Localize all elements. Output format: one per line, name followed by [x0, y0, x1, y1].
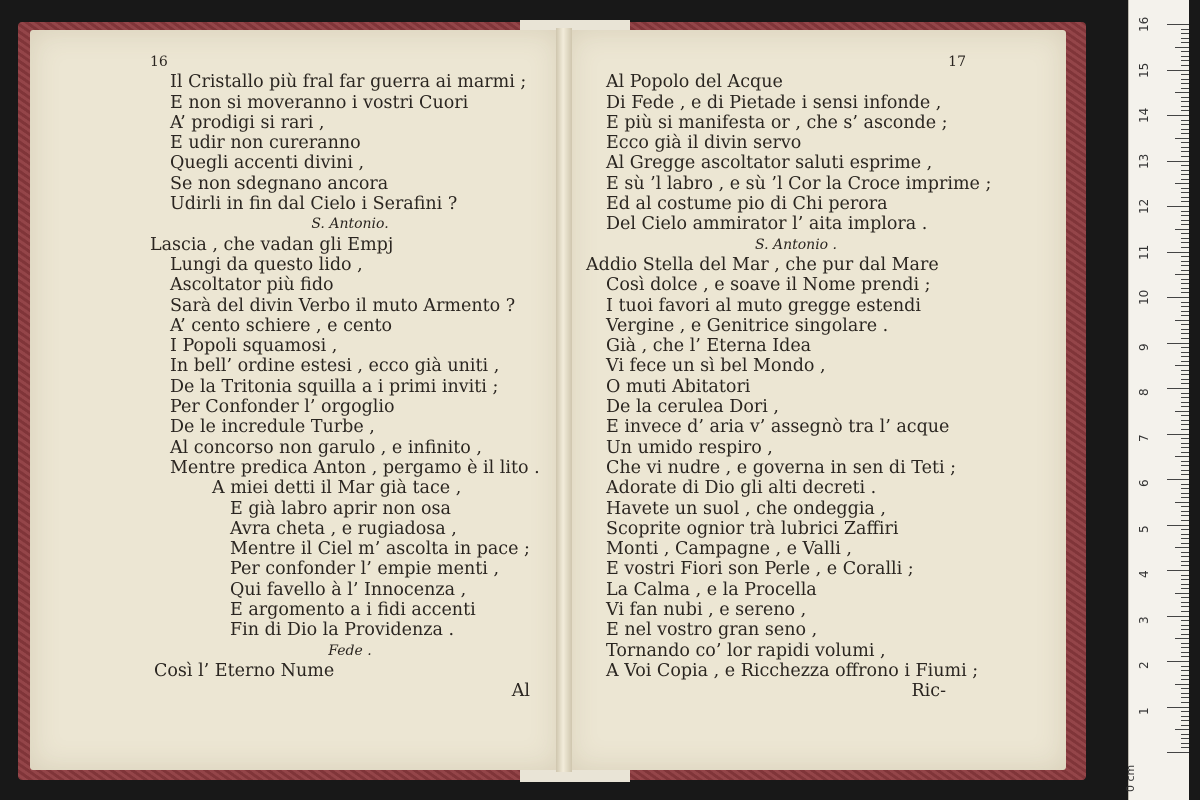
ruler-tick	[1181, 670, 1189, 671]
verse-line: E nel vostro gran seno ,	[606, 620, 818, 641]
ruler-number: 4	[1137, 570, 1151, 578]
ruler-tick	[1181, 688, 1189, 689]
ruler-tick	[1181, 156, 1189, 157]
left-page-lines	[150, 72, 550, 681]
ruler-tick	[1181, 242, 1189, 243]
ruler-tick	[1175, 456, 1189, 457]
verse-line: Monti , Campagne , e Valli ,	[606, 539, 852, 560]
verse-line: Lungi da questo lido ,	[170, 254, 363, 275]
ruler-tick	[1175, 365, 1189, 366]
left-page-text	[150, 52, 550, 702]
verse-line: Già , che l’ Eterna Idea	[606, 336, 812, 357]
verse-line: Qui favello à l’ Innocenza ,	[230, 579, 467, 600]
verse-line: Tornando co’ lor rapidi volumi ,	[606, 640, 886, 661]
verse-line: E sù ’l labro , e sù ’l Cor la Croce imprime ;	[606, 173, 992, 194]
verse-line: E argomento a i fidi accenti	[230, 600, 476, 621]
ruler-tick	[1175, 138, 1189, 139]
ruler-tick	[1175, 183, 1189, 184]
ruler-number: 10	[1137, 289, 1151, 305]
ruler-tick	[1181, 611, 1189, 612]
ruler-tick	[1181, 584, 1189, 585]
ruler-tick	[1181, 597, 1189, 598]
ruler-tick	[1181, 743, 1189, 744]
ruler-tick	[1181, 438, 1189, 439]
verse-line: Per Confonder l’ orgoglio	[170, 397, 395, 418]
ruler-unit-label: 0 cm	[1124, 764, 1137, 792]
book-gutter	[556, 28, 572, 772]
ruler-tick	[1175, 229, 1189, 230]
ruler-tick	[1175, 274, 1189, 275]
ruler-tick	[1181, 720, 1189, 721]
verse-line: Così l’ Eterno Nume	[154, 660, 335, 681]
ruler-tick	[1181, 42, 1189, 43]
verse-line: Vergine , e Genitrice singolare .	[606, 315, 889, 336]
ruler-tick	[1181, 361, 1189, 362]
ruler-tick	[1181, 79, 1189, 80]
verse-line: Addio Stella del Mar , che pur dal Mare	[586, 254, 939, 275]
ruler-tick	[1181, 697, 1189, 698]
verse-line: Scoprite ognior trà lubrici Zaffiri	[606, 518, 899, 539]
ruler-tick	[1181, 629, 1189, 630]
measuring-ruler	[1124, 0, 1189, 800]
right-page-text	[586, 52, 1006, 702]
ruler-tick	[1181, 338, 1189, 339]
ruler-tick	[1181, 38, 1189, 39]
verse-line: Havete un suol , che ondeggia ,	[606, 498, 886, 519]
ruler-number: 7	[1137, 433, 1151, 442]
verse-line: I tuoi favori al muto gregge estendi	[606, 295, 921, 316]
verse-line: Udirli in fin dal Cielo i Serafini ?	[170, 194, 458, 215]
ruler-tick	[1167, 252, 1189, 253]
verse-line: Se non sdegnano ancora	[170, 173, 389, 194]
ruler-tick	[1181, 374, 1189, 375]
ruler-tick	[1181, 256, 1189, 257]
ruler-tick	[1167, 570, 1189, 571]
ruler-tick	[1181, 556, 1189, 557]
ruler-number: 11	[1137, 244, 1151, 260]
ruler-tick	[1175, 47, 1189, 48]
ruler-tick	[1181, 151, 1189, 152]
ruler-tick	[1181, 288, 1189, 289]
ruler-tick	[1175, 593, 1189, 594]
ruler-tick	[1181, 402, 1189, 403]
ruler-tick	[1167, 661, 1189, 662]
ruler-tick	[1181, 520, 1189, 521]
ruler-tick	[1175, 638, 1189, 639]
bottom-binding-strip	[520, 770, 630, 782]
verse-line: A’ cento schiere , e cento	[170, 315, 393, 336]
verse-line: De la Tritonia squilla a i primi inviti ;	[170, 376, 499, 397]
ruler-tick	[1181, 129, 1189, 130]
ruler-number: 16	[1137, 16, 1151, 32]
verse-line: E non si moveranno i vostri Cuori	[170, 92, 469, 113]
verse-line: Così dolce , e soave il Nome prendi ;	[606, 275, 931, 296]
ruler-tick	[1181, 606, 1189, 607]
ruler-tick	[1181, 170, 1189, 171]
right-page-lines	[586, 72, 1006, 681]
ruler-tick	[1167, 115, 1189, 116]
ruler-tick	[1181, 233, 1189, 234]
ruler-tick	[1181, 538, 1189, 539]
ruler-tick	[1181, 224, 1189, 225]
ruler-tick	[1167, 70, 1189, 71]
verse-line: Mentre predica Anton , pergamo è il lito .	[170, 457, 540, 478]
ruler-tick	[1181, 393, 1189, 394]
ruler-tick	[1167, 388, 1189, 389]
ruler-tick	[1181, 29, 1189, 30]
ruler-tick	[1181, 488, 1189, 489]
verse-line: Di Fede , e di Pietade i sensi infonde ,	[606, 92, 942, 113]
ruler-tick	[1181, 461, 1189, 462]
ruler-tick	[1181, 279, 1189, 280]
verse-line: Al Popolo del Acque	[606, 72, 783, 93]
ruler-tick	[1181, 88, 1189, 89]
verse-line: In bell’ ordine estesi , ecco già uniti ,	[170, 356, 500, 377]
ruler-tick	[1181, 429, 1189, 430]
ruler-tick	[1181, 493, 1189, 494]
verse-line: Il Cristallo più fral far guerra ai marmi ;	[170, 72, 527, 93]
ruler-tick	[1181, 179, 1189, 180]
ruler-tick	[1181, 693, 1189, 694]
ruler-tick	[1181, 465, 1189, 466]
ruler-tick	[1181, 675, 1189, 676]
ruler-tick	[1181, 188, 1189, 189]
ruler-tick	[1181, 725, 1189, 726]
verse-line: A Voi Copia , e Ricchezza offrono i Fiumi ;	[606, 660, 979, 681]
ruler-tick	[1181, 83, 1189, 84]
verse-line: Avra cheta , e rugiadosa ,	[230, 518, 457, 539]
ruler-tick	[1181, 588, 1189, 589]
ruler-tick	[1181, 747, 1189, 748]
ruler-tick	[1181, 110, 1189, 111]
ruler-tick	[1181, 406, 1189, 407]
ruler-tick	[1181, 738, 1189, 739]
ruler-tick	[1175, 320, 1189, 321]
verse-line: E vostri Fiori son Perle , e Coralli ;	[606, 559, 914, 580]
verse-line: E udir non cureranno	[170, 133, 361, 154]
ruler-tick	[1181, 56, 1189, 57]
ruler-number: 3	[1137, 615, 1151, 624]
ruler-tick	[1181, 333, 1189, 334]
verse-line: I Popoli squamosi ,	[170, 336, 338, 357]
ruler-tick	[1181, 120, 1189, 121]
verse-line: Lascia , che vadan gli Empj	[150, 234, 394, 255]
verse-line: E invece d’ aria v’ assegnò tra l’ acque	[606, 417, 950, 438]
verse-line: Vi fece un sì bel Mondo ,	[606, 356, 826, 377]
ruler-tick	[1181, 33, 1189, 34]
ruler-tick	[1181, 565, 1189, 566]
ruler-tick	[1181, 415, 1189, 416]
ruler-tick	[1181, 666, 1189, 667]
page-number-left: 16	[150, 54, 168, 70]
ruler-tick	[1175, 92, 1189, 93]
ruler-tick	[1181, 679, 1189, 680]
ruler-tick	[1181, 197, 1189, 198]
verse-line: A’ prodigi si rari ,	[170, 112, 325, 133]
ruler-tick	[1181, 51, 1189, 52]
ruler-tick	[1181, 625, 1189, 626]
ruler-tick	[1181, 424, 1189, 425]
verse-line: E già labro aprir non osa	[230, 498, 451, 519]
ruler-tick	[1175, 547, 1189, 548]
ruler-tick	[1167, 343, 1189, 344]
ruler-tick	[1181, 647, 1189, 648]
ruler-tick	[1181, 711, 1189, 712]
verse-line: Ecco già il divin servo	[606, 133, 802, 154]
verse-line: Fin di Dio la Providenza .	[230, 620, 455, 641]
verse-line: Quegli accenti divini ,	[170, 153, 365, 174]
verse-line: O muti Abitatori	[606, 376, 751, 397]
ruler-tick	[1181, 97, 1189, 98]
ruler-tick	[1167, 206, 1189, 207]
ruler-tick	[1175, 411, 1189, 412]
ruler-tick	[1167, 752, 1189, 753]
ruler-tick	[1181, 656, 1189, 657]
ruler-tick	[1181, 734, 1189, 735]
ruler-tick	[1181, 716, 1189, 717]
ruler-tick	[1175, 729, 1189, 730]
ruler-tick	[1175, 684, 1189, 685]
ruler-tick	[1181, 124, 1189, 125]
verse-line: Per confonder l’ empie menti ,	[230, 559, 500, 580]
ruler-tick	[1181, 247, 1189, 248]
ruler-tick	[1181, 383, 1189, 384]
ruler-number: 13	[1137, 153, 1151, 169]
ruler-tick	[1181, 306, 1189, 307]
ruler-tick	[1167, 297, 1189, 298]
ruler-tick	[1181, 579, 1189, 580]
verse-line: De la cerulea Dori ,	[606, 397, 779, 418]
ruler-tick	[1181, 302, 1189, 303]
ruler-tick	[1181, 201, 1189, 202]
ruler-tick	[1181, 561, 1189, 562]
ruler-tick	[1181, 702, 1189, 703]
ruler-tick	[1181, 174, 1189, 175]
catchword-left: Al	[511, 681, 530, 702]
ruler-tick	[1181, 324, 1189, 325]
ruler-tick	[1181, 292, 1189, 293]
catchword-right: Ric-	[911, 681, 946, 702]
ruler-tick	[1181, 347, 1189, 348]
ruler-tick	[1181, 211, 1189, 212]
ruler-tick	[1167, 161, 1189, 162]
verse-line: Mentre il Ciel m’ ascolta in pace ;	[230, 539, 530, 560]
ruler-number: 5	[1137, 524, 1151, 533]
ruler-tick	[1181, 379, 1189, 380]
verse-line: Sarà del divin Verbo il muto Armento ?	[170, 295, 516, 316]
ruler-tick	[1181, 474, 1189, 475]
ruler-number: 8	[1137, 388, 1151, 396]
ruler-tick	[1181, 147, 1189, 148]
ruler-tick	[1181, 420, 1189, 421]
ruler-tick	[1181, 283, 1189, 284]
ruler-tick	[1167, 616, 1189, 617]
ruler-tick	[1181, 215, 1189, 216]
verse-line: Vi fan nubi , e sereno ,	[606, 600, 807, 621]
speaker-heading: S. Antonio .	[755, 236, 837, 253]
ruler-tick	[1181, 142, 1189, 143]
ruler-number: 6	[1137, 479, 1151, 487]
ruler-tick	[1181, 652, 1189, 653]
ruler-number: 14	[1137, 107, 1151, 123]
ruler-tick	[1181, 515, 1189, 516]
ruler-tick	[1181, 506, 1189, 507]
verse-line: Ascoltator più fido	[170, 275, 334, 296]
ruler-tick	[1167, 24, 1189, 25]
ruler-tick	[1181, 397, 1189, 398]
verse-line: Del Cielo ammirator l’ aita implora .	[606, 214, 928, 235]
ruler-tick	[1175, 502, 1189, 503]
ruler-tick	[1181, 65, 1189, 66]
verse-line: Al concorso non garulo , e infinito ,	[170, 437, 482, 458]
ruler-tick	[1181, 643, 1189, 644]
ruler-number: 2	[1137, 661, 1151, 669]
ruler-tick	[1181, 511, 1189, 512]
ruler-tick	[1181, 575, 1189, 576]
ruler-tick	[1181, 60, 1189, 61]
ruler-tick	[1181, 452, 1189, 453]
verse-line: Al Gregge ascoltator saluti esprime ,	[606, 153, 933, 174]
verse-line: Che vi nudre , e governa in sen di Teti ;	[606, 457, 957, 478]
ruler-tick	[1181, 192, 1189, 193]
ruler-tick	[1181, 370, 1189, 371]
ruler-tick	[1167, 479, 1189, 480]
ruler-tick	[1181, 74, 1189, 75]
ruler-tick	[1167, 525, 1189, 526]
ruler-number: 12	[1137, 198, 1151, 214]
ruler-number: 9	[1137, 342, 1151, 351]
verse-line: De le incredule Turbe ,	[170, 417, 375, 438]
verse-line: A miei detti il Mar già tace ,	[212, 478, 462, 499]
ruler-tick	[1181, 101, 1189, 102]
ruler-tick	[1181, 552, 1189, 553]
speaker-heading: S. Antonio.	[311, 216, 389, 233]
ruler-tick	[1181, 497, 1189, 498]
ruler-tick	[1181, 133, 1189, 134]
ruler-tick	[1181, 106, 1189, 107]
ruler-tick	[1181, 270, 1189, 271]
ruler-tick	[1181, 543, 1189, 544]
verse-line: La Calma , e la Procella	[606, 579, 817, 600]
ruler-tick	[1181, 447, 1189, 448]
ruler-tick	[1181, 352, 1189, 353]
ruler-tick	[1181, 315, 1189, 316]
ruler-tick	[1181, 634, 1189, 635]
ruler-tick	[1181, 602, 1189, 603]
verse-line: E più si manifesta or , che s’ asconde ;	[606, 112, 948, 133]
ruler-tick	[1181, 529, 1189, 530]
ruler-tick	[1181, 238, 1189, 239]
ruler-number: 15	[1137, 62, 1151, 78]
ruler-tick	[1181, 261, 1189, 262]
verse-line: Adorate di Dio gli alti decreti .	[606, 478, 877, 499]
ruler-tick	[1181, 443, 1189, 444]
page-number-right: 17	[948, 54, 966, 70]
ruler-tick	[1181, 484, 1189, 485]
ruler-tick	[1181, 311, 1189, 312]
ruler-tick	[1181, 329, 1189, 330]
speaker-heading: Fede .	[328, 642, 372, 659]
ruler-tick	[1181, 534, 1189, 535]
verse-line: Un umido respiro ,	[606, 437, 773, 458]
ruler-tick	[1181, 470, 1189, 471]
verse-line: Ed al costume pio di Chi perora	[606, 194, 888, 215]
ruler-number: 1	[1137, 706, 1151, 715]
ruler-tick	[1167, 707, 1189, 708]
ruler-tick	[1181, 265, 1189, 266]
ruler-tick	[1181, 356, 1189, 357]
ruler-tick	[1181, 220, 1189, 221]
ruler-tick	[1181, 165, 1189, 166]
ruler-tick	[1167, 434, 1189, 435]
ruler-tick	[1181, 620, 1189, 621]
